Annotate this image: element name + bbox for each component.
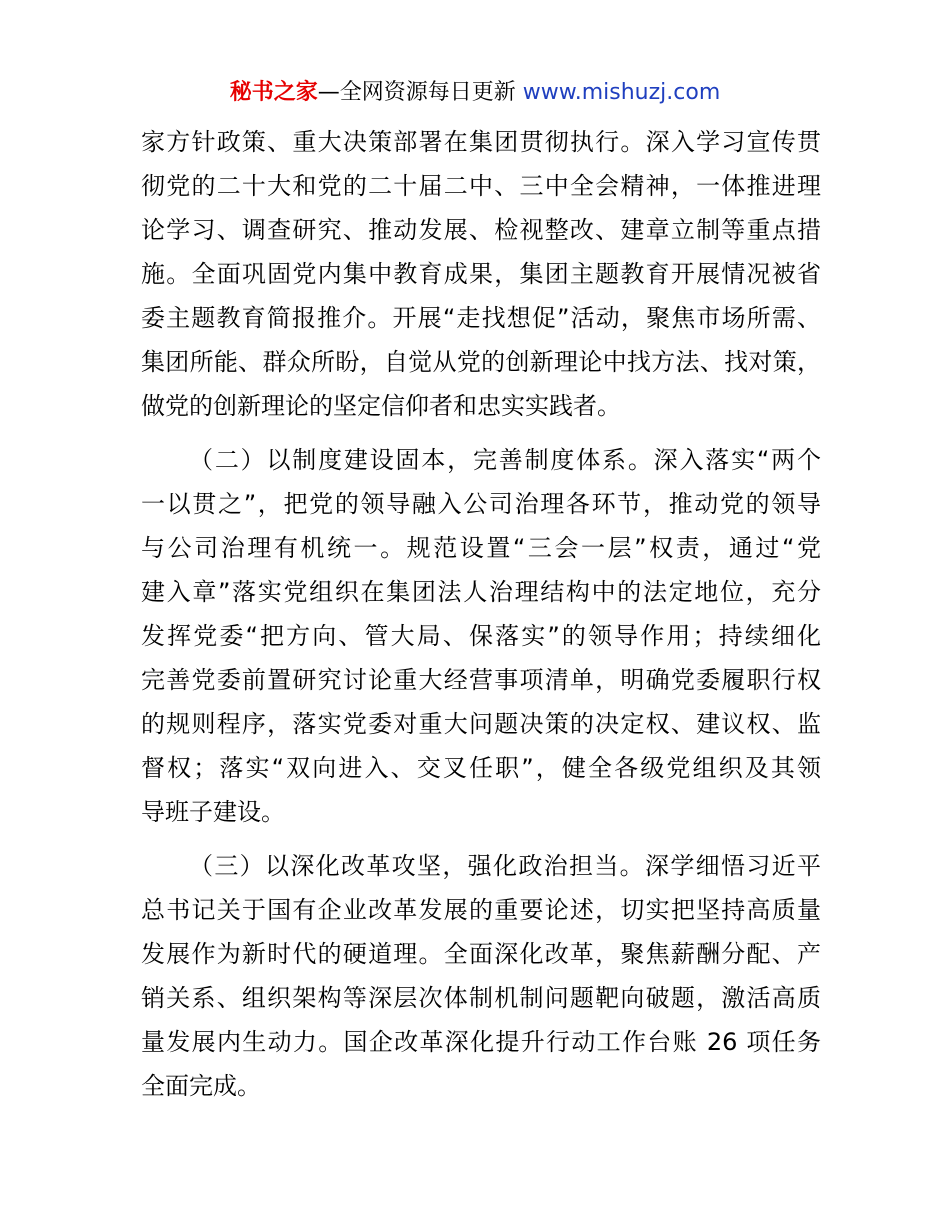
text-line: 量发展内生动力。国企改革深化提升行动工作台账 26 项任务 (141, 1028, 821, 1056)
text-line: 发展作为新时代的硬道理。全面深化改革，聚焦薪酬分配、产 (141, 940, 821, 968)
text-line: 一以贯之”，把党的领导融入公司治理各环节，推动党的领导 (141, 490, 821, 518)
text-line: 委主题教育简报推介。开展“走找想促”活动，聚焦市场所需、 (141, 304, 821, 332)
brand-name: 秘书之家 (229, 80, 318, 105)
text-line: 督权；落实“双向进入、交叉任职”，健全各级党组织及其领 (141, 754, 821, 782)
text-line: 与公司治理有机统一。规范设置“三会一层”权责，通过“党 (141, 534, 821, 562)
paragraph-2 (141, 438, 821, 834)
text-line: （二）以制度建设固本，完善制度体系。深入落实“两个 (189, 446, 821, 474)
text-line: 家方针政策、重大决策部署在集团贯彻执行。深入学习宣传贯 (141, 128, 821, 156)
site-url[interactable]: www.mishuzj.com (522, 80, 721, 105)
text-line: 的规则程序，落实党委对重大问题决策的决定权、建议权、监 (141, 710, 821, 738)
text-line: 彻党的二十大和党的二十届二中、三中全会精神，一体推进理 (141, 172, 821, 200)
paragraph-3 (141, 844, 821, 1108)
text-line: 总书记关于国有企业改革发展的重要论述，切实把坚持高质量 (141, 896, 821, 924)
text-line: 全面完成。 (141, 1072, 261, 1100)
text-line: 发挥党委“把方向、管大局、保落实”的领导作用；持续细化 (141, 622, 821, 650)
text-line: 销关系、组织架构等深层次体制机制问题靶向破题，激活高质 (141, 984, 821, 1012)
text-line: 论学习、调查研究、推动发展、检视整改、建章立制等重点措 (141, 216, 821, 244)
header-tagline: —全网资源每日更新 (317, 80, 516, 105)
text-line: 完善党委前置研究讨论重大经营事项清单，明确党委履职行权 (141, 666, 821, 694)
text-line: 施。全面巩固党内集中教育成果，集团主题教育开展情况被省 (141, 260, 821, 288)
document-body (141, 120, 821, 1108)
text-line: 导班子建设。 (141, 798, 285, 826)
page-header (0, 78, 950, 108)
text-line: 建入章”落实党组织在集团法人治理结构中的法定地位，充分 (141, 578, 821, 606)
text-line: （三）以深化改革攻坚，强化政治担当。深学细悟习近平 (189, 852, 821, 880)
text-line: 集团所能、群众所盼，自觉从党的创新理论中找方法、找对策， (141, 348, 821, 376)
text-line: 做党的创新理论的坚定信仰者和忠实实践者。 (141, 392, 621, 420)
paragraph-1 (141, 120, 821, 428)
